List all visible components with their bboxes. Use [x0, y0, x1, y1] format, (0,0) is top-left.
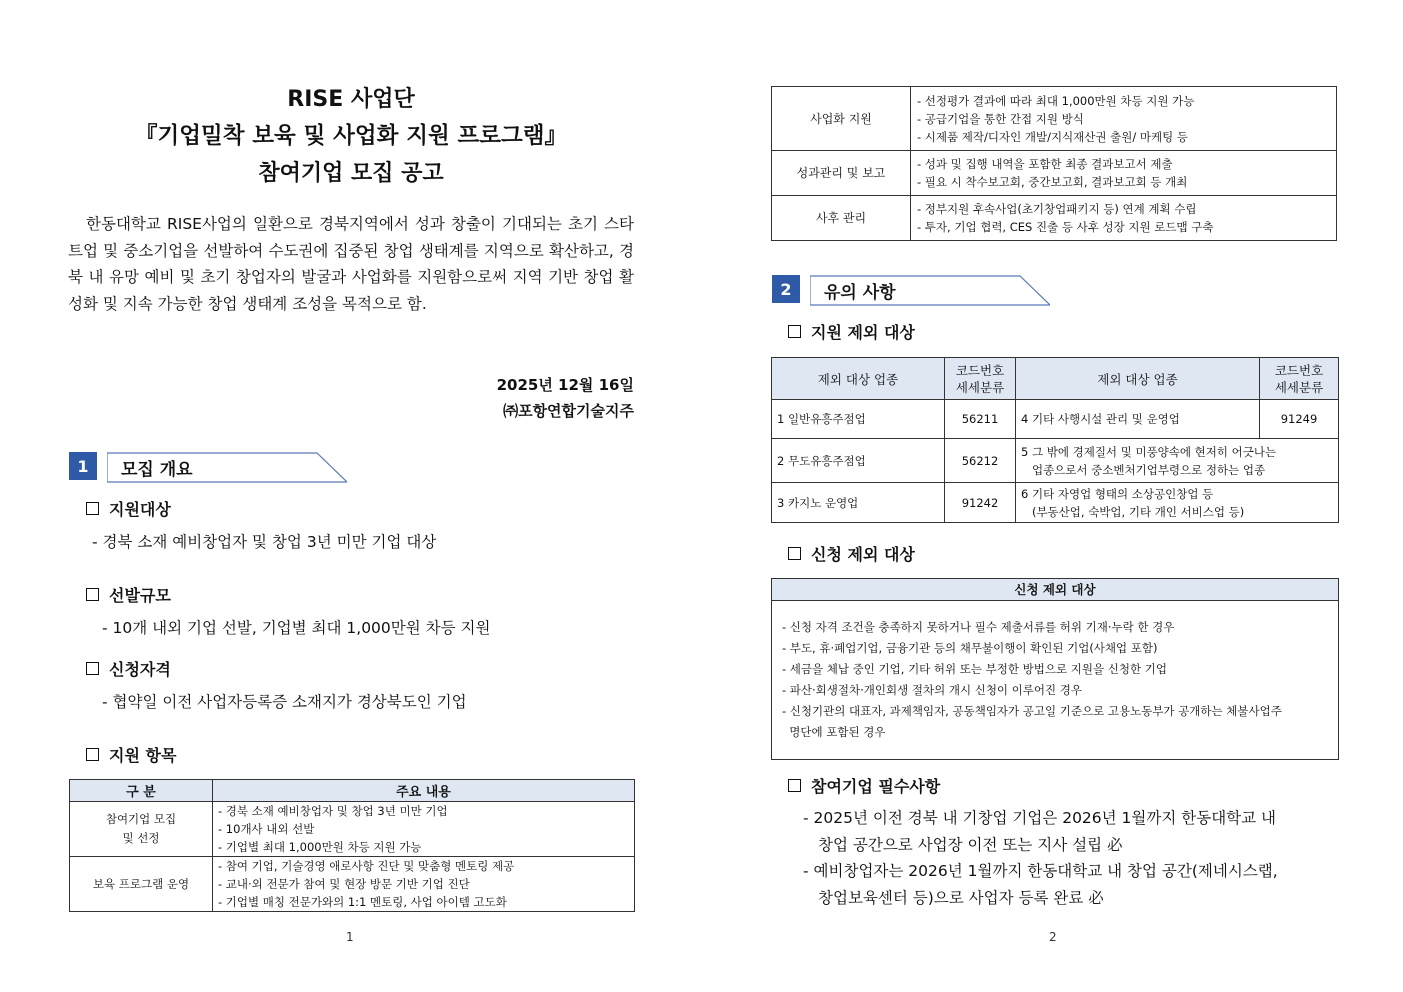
apply-exclude-line: - 신청기관의 대표자, 과제책임자, 공동책임자가 공고일 기준으로 고용노동부가 공개하는 체불사업주 [782, 704, 1282, 718]
sub-heading-target-text: 지원대상 [109, 500, 171, 519]
table-cell: 3 카지노 운영업 [772, 483, 945, 523]
table-cell-category: 보육 프로그램 운영 [70, 857, 213, 912]
table-row [772, 483, 1339, 523]
table-row [772, 87, 1337, 151]
table-row [70, 857, 635, 912]
table-header: 제외 대상 업종 [1016, 358, 1260, 400]
table-cell-category: 사업화 지원 [772, 87, 911, 151]
apply-exclude-line: - 신청 자격 조건을 충족하지 못하거나 필수 제출서류를 허위 기재·누락 한 경우 [782, 620, 1175, 634]
table-cell-category: 사후 관리 [772, 196, 911, 241]
sub-heading-required-text: 참여기업 필수사항 [811, 777, 941, 796]
table-row [772, 196, 1337, 241]
section-1-number: 1 [69, 452, 97, 480]
table-header: 구 분 [70, 780, 213, 802]
table-cell-line: - 공급기업을 통한 간접 지원 방식 [917, 111, 1084, 126]
table-cell: 4 기타 사행시설 관리 및 운영업 [1016, 400, 1260, 439]
table-row [772, 400, 1339, 439]
table-cell-line: - 선정평가 결과에 따라 최대 1,000만원 차등 지원 가능 [917, 93, 1195, 108]
title-line-3: 참여기업 모집 공고 [258, 161, 444, 186]
table-cell-category: 참여기업 모집 및 선정 [70, 802, 213, 857]
section-2-header [772, 275, 896, 303]
sub-heading-exclude-text: 지원 제외 대상 [811, 323, 915, 342]
table-cell-line: - 참여 기업, 기술경영 애로사항 진단 및 맞춤형 멘토링 제공 [218, 859, 515, 873]
checkbox-square-icon [788, 547, 801, 560]
table-cell: 91249 [1260, 400, 1339, 439]
section-2-label: 유의 사항 [824, 283, 896, 303]
table-cell-line: - 기업별 최대 1,000만원 차등 지원 가능 [218, 840, 422, 854]
sub-heading-items-text: 지원 항목 [109, 746, 177, 765]
target-text: - 경북 소재 예비창업자 및 창업 3년 미만 기업 대상 [92, 533, 437, 551]
table-cell-line: - 투자, 기업 협력, CES 진출 등 사후 성장 지원 로드맵 구축 [917, 220, 1214, 234]
sub-heading-apply-exclude-text: 신청 제외 대상 [811, 545, 915, 564]
table-cell: 5 그 밖에 경제질서 및 미풍양속에 현저히 어긋나는 업종으로서 중소벤처기업부령으로 정하는 업종 [1016, 439, 1339, 483]
table-cell: 56211 [945, 400, 1016, 439]
required-line: 창업보육센터 등)으로 사업자 등록 완료 必 [818, 889, 1104, 907]
table-row [70, 802, 635, 857]
apply-exclude-line: - 부도, 휴·폐업기업, 금융기관 등의 채무불이행이 확인된 기업(사채업 포함) [782, 641, 1158, 655]
table-cell-line: - 기업별 매칭 전문가와의 1:1 멘토링, 사업 아이템 고도화 [218, 895, 507, 909]
table-cell-line: - 시제품 제작/디자인 개발/지식재산권 출원/ 마케팅 등 [917, 129, 1188, 144]
apply-exclude-header: 신청 제외 대상 [772, 579, 1338, 601]
table-cell: 2 무도유흥주점업 [772, 439, 945, 483]
table-header: 코드번호 세세분류 [945, 358, 1016, 400]
qual-text: - 협약일 이전 사업자등록증 소재지가 경상북도인 기업 [102, 693, 467, 711]
title-line-2: 『기업밀착 보육 및 사업화 지원 프로그램』 [135, 123, 567, 149]
checkbox-square-icon [788, 325, 801, 338]
sub-heading-scale [86, 583, 171, 606]
table-header: 코드번호 세세분류 [1260, 358, 1339, 400]
checkbox-square-icon [788, 779, 801, 792]
required-line: - 예비창업자는 2026년 1월까지 한동대학교 내 창업 공간(제네시스랩, [803, 862, 1278, 880]
support-items-table [69, 779, 635, 912]
checkbox-square-icon [86, 748, 99, 761]
support-items-table-continued [771, 86, 1337, 241]
checkbox-square-icon [86, 502, 99, 515]
table-cell-line: - 경북 소재 예비창업자 및 창업 3년 미만 기업 [218, 804, 448, 818]
sub-heading-scale-text: 선발규모 [109, 586, 171, 605]
table-row [772, 151, 1337, 196]
sub-heading-qual [86, 657, 171, 680]
table-cell: 6 기타 자영업 형태의 소상공인창업 등 (부동산업, 숙박업, 기타 개인 서비스업 등) [1016, 483, 1339, 523]
checkbox-square-icon [86, 662, 99, 675]
apply-exclude-line: - 세금을 체납 중인 기업, 기타 허위 또는 부정한 방법으로 지원을 신청한 기업 [782, 662, 1167, 676]
checkbox-square-icon [86, 588, 99, 601]
table-cell: 1 일반유흥주점업 [772, 400, 945, 439]
page-number-1: 1 [346, 930, 354, 944]
sub-heading-qual-text: 신청자격 [109, 660, 171, 679]
title-line-1: RISE 사업단 [287, 87, 415, 112]
scale-text: - 10개 내외 기업 선발, 기업별 최대 1,000만원 차등 지원 [102, 619, 491, 637]
table-cell-category: 성과관리 및 보고 [772, 151, 911, 196]
excluded-industries-table [771, 357, 1339, 523]
table-header: 주요 내용 [213, 780, 635, 802]
apply-exclude-box [771, 578, 1339, 760]
sub-heading-exclude [788, 320, 915, 343]
section-1-label: 모집 개요 [121, 460, 193, 480]
table-header: 제외 대상 업종 [772, 358, 945, 400]
table-cell-line: - 정부지원 후속사업(초기창업패키지 등) 연계 계획 수립 [917, 202, 1197, 216]
page-number-2: 2 [1049, 930, 1057, 944]
notice-org: ㈜포항연합기술지주 [503, 402, 634, 420]
sub-heading-items [86, 743, 176, 766]
required-line: 창업 공간으로 사업장 이전 또는 지사 설립 必 [818, 836, 1123, 854]
table-cell-line: - 10개사 내외 선발 [218, 822, 315, 836]
apply-exclude-line: 명단에 포함된 경우 [782, 725, 886, 739]
intro-paragraph: 한동대학교 RISE사업의 일환으로 경북지역에서 성과 창출이 기대되는 초기 스타트업 및 중소기업을 선발하여 수도권에 집중된 창업 생태계를 지역으로 확산하고, 경북 내 유망 예비 및 초기 창업자의 발굴과 사업화를 지원함으로써 지역 기반 창업 활성화 및 지속 가능한 창업 생태계 조성을 목적으로 함. [68, 215, 634, 313]
table-cell: 91242 [945, 483, 1016, 523]
table-cell-line: - 교내·외 전문가 참여 및 현장 방문 기반 기업 진단 [218, 877, 470, 891]
sub-heading-target [86, 497, 171, 520]
notice-date: 2025년 12월 16일 [496, 376, 634, 394]
table-cell-line: - 필요 시 착수보고회, 중간보고회, 결과보고회 등 개최 [917, 175, 1188, 189]
sub-heading-apply-exclude [788, 542, 915, 565]
table-cell-line: - 성과 및 집행 내역을 포함한 최종 결과보고서 제출 [917, 157, 1173, 171]
required-line: - 2025년 이전 경북 내 기창업 기업은 2026년 1월까지 한동대학교 내 [803, 809, 1277, 827]
sub-heading-required [788, 774, 940, 797]
apply-exclude-line: - 파산·회생절차·개인회생 절차의 개시 신청이 이루어진 경우 [782, 683, 1083, 697]
section-1-header [69, 452, 193, 480]
section-2-number: 2 [772, 275, 800, 303]
table-row [772, 439, 1339, 483]
table-cell: 56212 [945, 439, 1016, 483]
